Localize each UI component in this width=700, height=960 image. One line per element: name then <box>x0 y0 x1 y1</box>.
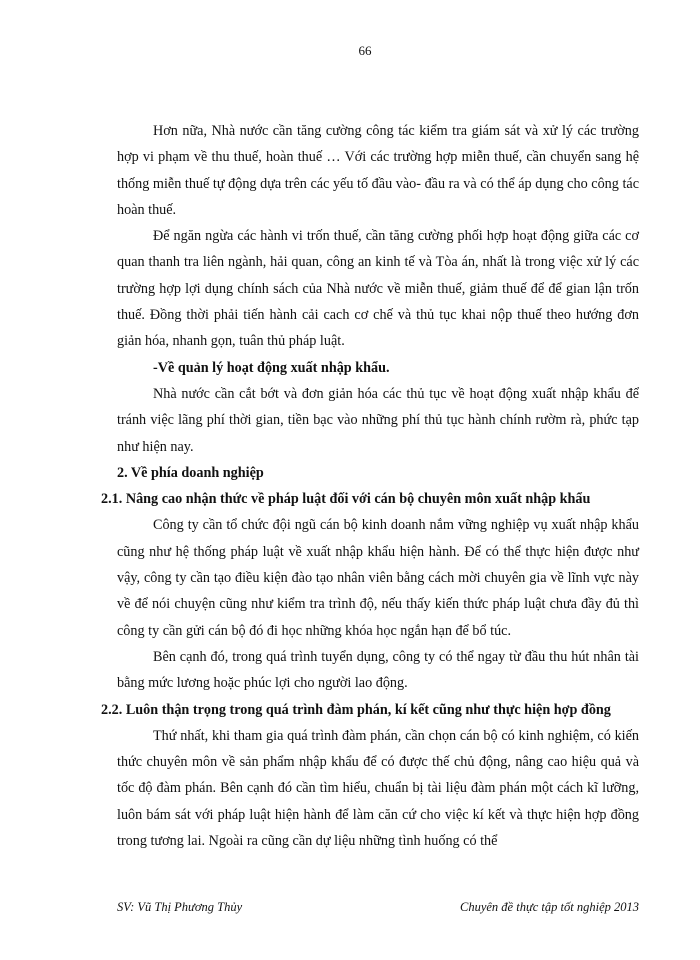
footer-author: SV: Vũ Thị Phương Thủy <box>117 900 243 914</box>
page-footer <box>117 900 639 915</box>
heading-section-2-2: 2.2. Luôn thận trọng trong quá trình đàm phán, kí kết cũng như thực hiện hợp đồng <box>101 701 611 718</box>
page-number: 66 <box>358 43 372 58</box>
paragraph-simplify-procedures: Nhà nước cần cắt bớt và đơn giản hóa các thủ tục về hoạt động xuất nhập khẩu để tránh việc lãng phí thời gian, tiền bạc vào những phí thủ tục hành chính rườm rà, phức tạp như hiện nay. <box>117 385 639 455</box>
heading-section-2: 2. Về phía doanh nghiệp <box>117 464 264 481</box>
paragraph-tax-evasion: Để ngăn ngừa các hành vi trốn thuế, cần tăng cường phối hợp hoạt động giữa các cơ quan thanh tra liên ngành, hải quan, công an kinh tế và Tòa án, nhất là trong việc xử lý các trường hợp lợi dụng chính sách của Nhà nước về miễn thuế, giảm thuế để để gian lận trốn thuế. Đồng thời phải tiến hành cải cach cơ chế và thủ tục khai nộp thuế theo hướng đơn giản hóa, nhanh gọn, tuân thủ pháp luật. <box>117 228 639 350</box>
paragraph-recruitment: Bên cạnh đó, trong quá trình tuyển dụng, công ty có thể ngay từ đầu thu hút nhân tài bằng mức lương hoặc phúc lợi cho người lao động. <box>117 648 639 692</box>
paragraph-negotiation: Thứ nhất, khi tham gia quá trình đàm phán, cần chọn cán bộ có kinh nghiệm, có kiến thức chuyên môn về sản phẩm nhập khẩu để có được thế chủ động, nâng cao hiệu quả và tốc độ đàm phán. Bên cạnh đó cần tìm hiểu, chuẩn bị tài liệu đàm phán một cách kĩ lưỡng, luôn bám sát với pháp luật hiện hành để làm căn cứ cho việc kí kết và thực hiện hợp đồng trong tương lai. Ngoài ra cũng cần dự liệu những tình huống có thể <box>117 727 639 850</box>
heading-section-2-1: 2.1. Nâng cao nhận thức về pháp luật đối với cán bộ chuyên môn xuất nhập khẩu <box>101 491 591 508</box>
document-body <box>101 118 639 854</box>
heading-import-export-management: -Về quản lý hoạt động xuất nhập khẩu. <box>153 359 390 376</box>
footer-title: Chuyên đề thực tập tốt nghiệp 2013 <box>459 900 639 914</box>
paragraph-tax-inspection: Hơn nữa, Nhà nước cần tăng cường công tác kiểm tra giám sát và xử lý các trường hợp vi phạm về thu thuế, hoàn thuế … Với các trường hợp miễn thuế, cần chuyển sang hệ thống miễn thuế tự động dựa trên các yếu tố đầu vào- đầu ra và có thể áp dụng cho công tác hoàn thuế. <box>117 123 639 218</box>
paragraph-staff-training: Công ty cần tổ chức đội ngũ cán bộ kinh doanh nắm vững nghiệp vụ xuất nhập khẩu cũng như hệ thống pháp luật về xuất nhập khẩu hiện hành. Để có thể thực hiện được như vậy, công ty cần tạo điều kiện đào tạo nhân viên bằng cách mời chuyên gia về lĩnh vực này về để nói chuyện cũng như kiểm tra trình độ, nếu thấy kiến thức pháp luật chưa đầy đủ thì công ty cần gửi cán bộ đó đi học những khóa học ngắn hạn để bổ túc. <box>117 517 639 639</box>
